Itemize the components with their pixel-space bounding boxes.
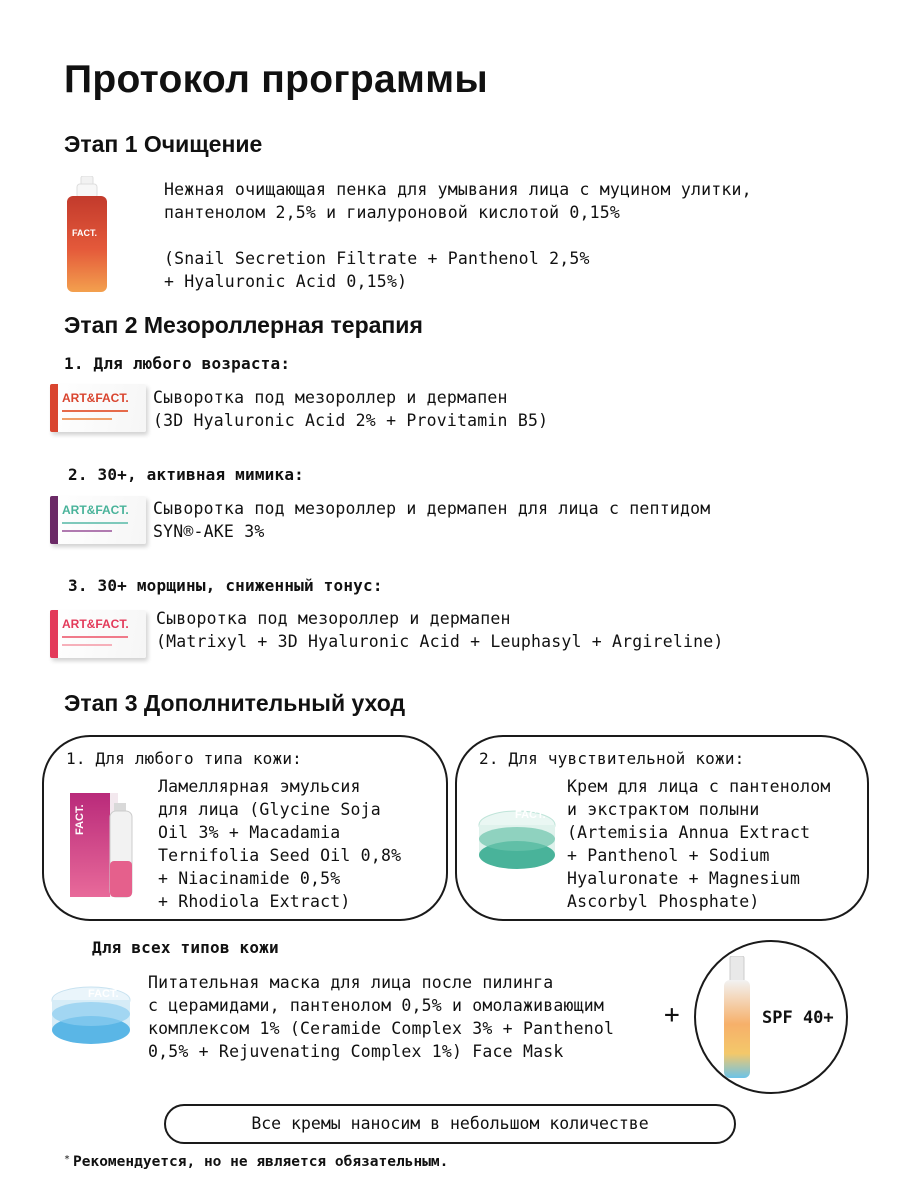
- serum-box-1-brand: ART&FACT.: [62, 391, 129, 405]
- stage2-heading: Этап 2 Мезороллерная терапия: [64, 312, 423, 338]
- stage2-item1-label: 1. Для любого возраста:: [64, 354, 291, 373]
- foam-cleanser-image: [64, 176, 110, 294]
- care-card-any-skin: [42, 735, 448, 921]
- footnote-mark: *: [64, 1154, 71, 1165]
- emulsion-image: [70, 789, 146, 901]
- stage1-heading: Этап 1 Очищение: [64, 131, 263, 157]
- mask-brand: FACT.: [88, 988, 119, 1000]
- stage2-item2-label: 2. 30+, активная мимика:: [68, 465, 304, 484]
- card1-text: Ламеллярная эмульсия для лица (Glycine Soja Oil 3% + Macadamia Ternifolia Seed Oil 0,8% + Niacinamide 0,5% + Rhodiola Extract): [158, 777, 402, 911]
- card2-text: Крем для лица с пантенолом и экстрактом полыни (Artemisia Annua Extract + Panthenol + Sodium Hyaluronate + Magnesium Ascorbyl Phosphate): [567, 777, 831, 911]
- plus-sign: +: [664, 1000, 680, 1030]
- care-card-sensitive-skin: [455, 735, 869, 921]
- serum-box-3-brand: ART&FACT.: [62, 617, 129, 631]
- stage2-item3-label: 3. 30+ морщины, сниженный тонус:: [68, 576, 383, 595]
- stage2-item3-text: Сыворотка под мезороллер и дермапен (Matrixyl + 3D Hyaluronic Acid + Leuphasyl + Argireline): [156, 609, 724, 651]
- emulsion-brand: FACT.: [74, 804, 86, 835]
- stage2-item2-text: Сыворотка под мезороллер и дермапен для лица с пептидом SYN®-AKE 3%: [153, 499, 711, 541]
- serum-box-2-image: [50, 496, 146, 544]
- spf-circle: [694, 940, 848, 1094]
- footnote-text: Рекомендуется, но не является обязательным.: [73, 1154, 449, 1170]
- stage1-text: Нежная очищающая пенка для умывания лица с муцином улитки, пантенолом 2,5% и гиалуроновой кислотой 0,15% (Snail Secretion Filtrate + Panthenol 2,5% + Hyaluronic Acid 0,15%): [164, 180, 752, 291]
- serum-box-2-brand: ART&FACT.: [62, 503, 129, 517]
- foam-brand: FACT.: [72, 228, 98, 238]
- serum-box-3-image: [50, 610, 146, 658]
- card2-label: 2. Для чувствительной кожи:: [479, 749, 745, 768]
- serum-box-1-image: [50, 384, 146, 432]
- cream-jar-image: [475, 803, 559, 873]
- spf-label: SPF 40+: [762, 1008, 834, 1028]
- usage-note-banner: Все кремы наносим в небольшом количестве: [164, 1104, 736, 1144]
- all-types-label: Для всех типов кожи: [92, 938, 279, 957]
- card1-label: 1. Для любого типа кожи:: [66, 749, 302, 768]
- mask-jar-image: [48, 982, 134, 1048]
- page-title: Протокол программы: [64, 58, 488, 101]
- all-types-text: Питательная маска для лица после пилинга с церамидами, пантенолом 0,5% и омолаживающим комплексом 1% (Ceramide Complex 3% + Panthenol 0,5% + Rejuvenating Complex 1%) Face Mask: [148, 973, 615, 1061]
- cream-brand: FACT.: [515, 809, 546, 821]
- stage3-heading: Этап 3 Дополнительный уход: [64, 690, 406, 716]
- stage2-item1-text: Сыворотка под мезороллер и дермапен (3D Hyaluronic Acid 2% + Provitamin B5): [153, 388, 549, 430]
- spf-bottle-image: [720, 956, 754, 1080]
